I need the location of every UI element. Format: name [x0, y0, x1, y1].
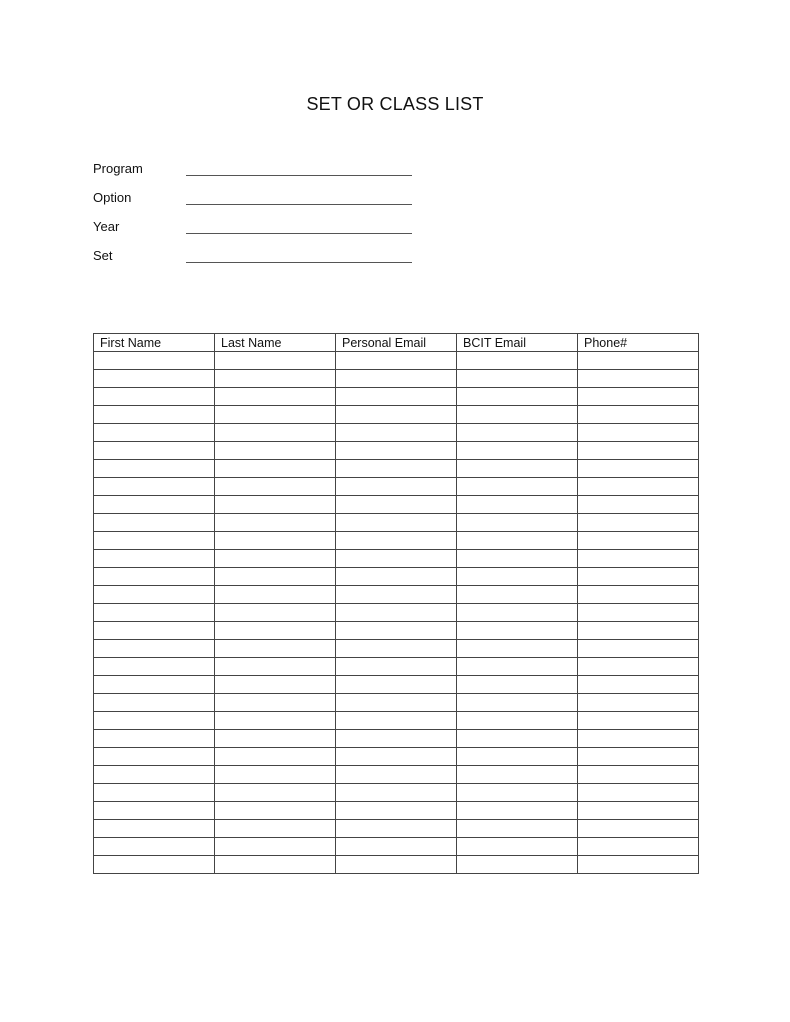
year-label: Year: [93, 219, 120, 234]
cell-first-name[interactable]: [94, 640, 215, 658]
cell-last-name[interactable]: [215, 820, 336, 838]
cell-first-name[interactable]: [94, 442, 215, 460]
cell-phone[interactable]: [578, 442, 699, 460]
cell-personal-email[interactable]: [336, 586, 457, 604]
cell-personal-email[interactable]: [336, 532, 457, 550]
cell-first-name[interactable]: [94, 838, 215, 856]
cell-first-name[interactable]: [94, 406, 215, 424]
table-header-row: [94, 334, 699, 352]
cell-first-name[interactable]: [94, 820, 215, 838]
cell-last-name[interactable]: [215, 622, 336, 640]
cell-first-name[interactable]: [94, 460, 215, 478]
table-row: [94, 748, 699, 766]
set-label: Set: [93, 248, 113, 263]
table-row: [94, 478, 699, 496]
cell-bcit-email[interactable]: [457, 712, 578, 730]
cell-first-name[interactable]: [94, 478, 215, 496]
cell-personal-email[interactable]: [336, 550, 457, 568]
cell-bcit-email[interactable]: [457, 604, 578, 622]
cell-first-name[interactable]: [94, 352, 215, 370]
cell-bcit-email[interactable]: [457, 460, 578, 478]
cell-first-name[interactable]: [94, 388, 215, 406]
cell-phone[interactable]: [578, 604, 699, 622]
cell-last-name[interactable]: [215, 658, 336, 676]
cell-personal-email[interactable]: [336, 460, 457, 478]
cell-last-name[interactable]: [215, 676, 336, 694]
header-bcit-email: BCIT Email: [457, 334, 578, 352]
cell-first-name[interactable]: [94, 586, 215, 604]
table-row: [94, 604, 699, 622]
table-row: [94, 388, 699, 406]
cell-last-name[interactable]: [215, 352, 336, 370]
table-row: [94, 640, 699, 658]
cell-bcit-email[interactable]: [457, 766, 578, 784]
option-blank-line[interactable]: [186, 204, 412, 205]
cell-bcit-email[interactable]: [457, 586, 578, 604]
cell-last-name[interactable]: [215, 460, 336, 478]
cell-personal-email[interactable]: [336, 766, 457, 784]
cell-last-name[interactable]: [215, 388, 336, 406]
table-row: [94, 676, 699, 694]
header-personal-email: Personal Email: [336, 334, 457, 352]
cell-last-name[interactable]: [215, 424, 336, 442]
cell-personal-email[interactable]: [336, 856, 457, 874]
cell-personal-email[interactable]: [336, 730, 457, 748]
cell-personal-email[interactable]: [336, 694, 457, 712]
header-last-name: Last Name: [215, 334, 336, 352]
cell-first-name[interactable]: [94, 802, 215, 820]
cell-last-name[interactable]: [215, 496, 336, 514]
cell-personal-email[interactable]: [336, 406, 457, 424]
cell-personal-email[interactable]: [336, 352, 457, 370]
cell-first-name[interactable]: [94, 748, 215, 766]
cell-bcit-email[interactable]: [457, 856, 578, 874]
cell-first-name[interactable]: [94, 370, 215, 388]
program-field: [93, 161, 423, 181]
cell-bcit-email[interactable]: [457, 802, 578, 820]
cell-bcit-email[interactable]: [457, 622, 578, 640]
cell-first-name[interactable]: [94, 568, 215, 586]
cell-bcit-email[interactable]: [457, 676, 578, 694]
table-row: [94, 442, 699, 460]
cell-phone[interactable]: [578, 388, 699, 406]
cell-phone[interactable]: [578, 712, 699, 730]
table-row: [94, 586, 699, 604]
cell-last-name[interactable]: [215, 730, 336, 748]
cell-phone[interactable]: [578, 550, 699, 568]
cell-bcit-email[interactable]: [457, 406, 578, 424]
document-title: SET OR CLASS LIST: [306, 94, 484, 114]
cell-phone[interactable]: [578, 784, 699, 802]
cell-bcit-email[interactable]: [457, 496, 578, 514]
cell-bcit-email[interactable]: [457, 478, 578, 496]
cell-bcit-email[interactable]: [457, 640, 578, 658]
cell-last-name[interactable]: [215, 640, 336, 658]
cell-personal-email[interactable]: [336, 712, 457, 730]
year-blank-line[interactable]: [186, 233, 412, 234]
cell-personal-email[interactable]: [336, 838, 457, 856]
cell-first-name[interactable]: [94, 694, 215, 712]
cell-bcit-email[interactable]: [457, 388, 578, 406]
cell-personal-email[interactable]: [336, 442, 457, 460]
table-row: [94, 568, 699, 586]
cell-last-name[interactable]: [215, 766, 336, 784]
cell-phone[interactable]: [578, 766, 699, 784]
cell-first-name[interactable]: [94, 622, 215, 640]
program-blank-line[interactable]: [186, 175, 412, 176]
cell-phone[interactable]: [578, 802, 699, 820]
cell-last-name[interactable]: [215, 532, 336, 550]
cell-personal-email[interactable]: [336, 676, 457, 694]
cell-last-name[interactable]: [215, 568, 336, 586]
cell-first-name[interactable]: [94, 784, 215, 802]
cell-first-name[interactable]: [94, 730, 215, 748]
table-row: [94, 694, 699, 712]
cell-first-name[interactable]: [94, 496, 215, 514]
cell-last-name[interactable]: [215, 748, 336, 766]
cell-last-name[interactable]: [215, 514, 336, 532]
cell-personal-email[interactable]: [336, 622, 457, 640]
table-row: [94, 460, 699, 478]
cell-last-name[interactable]: [215, 478, 336, 496]
table-row: [94, 784, 699, 802]
cell-first-name[interactable]: [94, 676, 215, 694]
cell-phone[interactable]: [578, 568, 699, 586]
table-row: [94, 766, 699, 784]
header-phone: Phone#: [578, 334, 699, 352]
cell-first-name[interactable]: [94, 766, 215, 784]
table-row: [94, 406, 699, 424]
cell-bcit-email[interactable]: [457, 424, 578, 442]
cell-personal-email[interactable]: [336, 478, 457, 496]
cell-personal-email[interactable]: [336, 568, 457, 586]
year-field: [93, 219, 423, 239]
table-row: [94, 622, 699, 640]
cell-bcit-email[interactable]: [457, 442, 578, 460]
cell-bcit-email[interactable]: [457, 658, 578, 676]
cell-bcit-email[interactable]: [457, 352, 578, 370]
cell-phone[interactable]: [578, 478, 699, 496]
cell-phone[interactable]: [578, 748, 699, 766]
cell-bcit-email[interactable]: [457, 370, 578, 388]
table-row: [94, 802, 699, 820]
cell-phone[interactable]: [578, 676, 699, 694]
cell-first-name[interactable]: [94, 604, 215, 622]
table-row: [94, 352, 699, 370]
cell-last-name[interactable]: [215, 712, 336, 730]
cell-personal-email[interactable]: [336, 388, 457, 406]
cell-bcit-email[interactable]: [457, 730, 578, 748]
cell-first-name[interactable]: [94, 658, 215, 676]
cell-phone[interactable]: [578, 622, 699, 640]
set-field: [93, 248, 423, 268]
cell-personal-email[interactable]: [336, 640, 457, 658]
cell-last-name[interactable]: [215, 838, 336, 856]
table-row: [94, 712, 699, 730]
cell-bcit-email[interactable]: [457, 514, 578, 532]
table-row: [94, 550, 699, 568]
cell-phone[interactable]: [578, 658, 699, 676]
table-row: [94, 838, 699, 856]
table-row: [94, 658, 699, 676]
cell-personal-email[interactable]: [336, 370, 457, 388]
cell-phone[interactable]: [578, 514, 699, 532]
cell-phone[interactable]: [578, 730, 699, 748]
cell-phone[interactable]: [578, 640, 699, 658]
table-row: [94, 514, 699, 532]
cell-phone[interactable]: [578, 460, 699, 478]
program-label: Program: [93, 161, 143, 176]
table-row: [94, 856, 699, 874]
cell-last-name[interactable]: [215, 604, 336, 622]
cell-last-name[interactable]: [215, 856, 336, 874]
cell-bcit-email[interactable]: [457, 748, 578, 766]
cell-last-name[interactable]: [215, 694, 336, 712]
table-row: [94, 820, 699, 838]
table-row: [94, 730, 699, 748]
cell-first-name[interactable]: [94, 532, 215, 550]
cell-bcit-email[interactable]: [457, 784, 578, 802]
cell-personal-email[interactable]: [336, 802, 457, 820]
cell-phone[interactable]: [578, 406, 699, 424]
option-field: [93, 190, 423, 210]
option-label: Option: [93, 190, 132, 205]
cell-bcit-email[interactable]: [457, 820, 578, 838]
cell-bcit-email[interactable]: [457, 838, 578, 856]
cell-last-name[interactable]: [215, 550, 336, 568]
class-list-table: [93, 333, 699, 874]
cell-phone[interactable]: [578, 856, 699, 874]
cell-personal-email[interactable]: [336, 658, 457, 676]
set-blank-line[interactable]: [186, 262, 412, 263]
cell-phone[interactable]: [578, 694, 699, 712]
cell-personal-email[interactable]: [336, 748, 457, 766]
cell-personal-email[interactable]: [336, 424, 457, 442]
cell-personal-email[interactable]: [336, 784, 457, 802]
cell-phone[interactable]: [578, 532, 699, 550]
cell-bcit-email[interactable]: [457, 532, 578, 550]
cell-phone[interactable]: [578, 370, 699, 388]
cell-first-name[interactable]: [94, 712, 215, 730]
cell-first-name[interactable]: [94, 514, 215, 532]
cell-phone[interactable]: [578, 838, 699, 856]
cell-personal-email[interactable]: [336, 514, 457, 532]
cell-phone[interactable]: [578, 352, 699, 370]
cell-bcit-email[interactable]: [457, 550, 578, 568]
cell-last-name[interactable]: [215, 370, 336, 388]
table-row: [94, 424, 699, 442]
cell-phone[interactable]: [578, 496, 699, 514]
cell-first-name[interactable]: [94, 550, 215, 568]
table-row: [94, 496, 699, 514]
cell-last-name[interactable]: [215, 784, 336, 802]
cell-bcit-email[interactable]: [457, 568, 578, 586]
cell-bcit-email[interactable]: [457, 694, 578, 712]
table-row: [94, 370, 699, 388]
cell-first-name[interactable]: [94, 424, 215, 442]
cell-personal-email[interactable]: [336, 496, 457, 514]
cell-last-name[interactable]: [215, 442, 336, 460]
cell-personal-email[interactable]: [336, 820, 457, 838]
cell-phone[interactable]: [578, 586, 699, 604]
cell-phone[interactable]: [578, 820, 699, 838]
header-first-name: First Name: [94, 334, 215, 352]
cell-phone[interactable]: [578, 424, 699, 442]
table-body: [94, 352, 699, 874]
cell-personal-email[interactable]: [336, 604, 457, 622]
cell-first-name[interactable]: [94, 856, 215, 874]
table-row: [94, 532, 699, 550]
cell-last-name[interactable]: [215, 586, 336, 604]
cell-last-name[interactable]: [215, 802, 336, 820]
cell-last-name[interactable]: [215, 406, 336, 424]
